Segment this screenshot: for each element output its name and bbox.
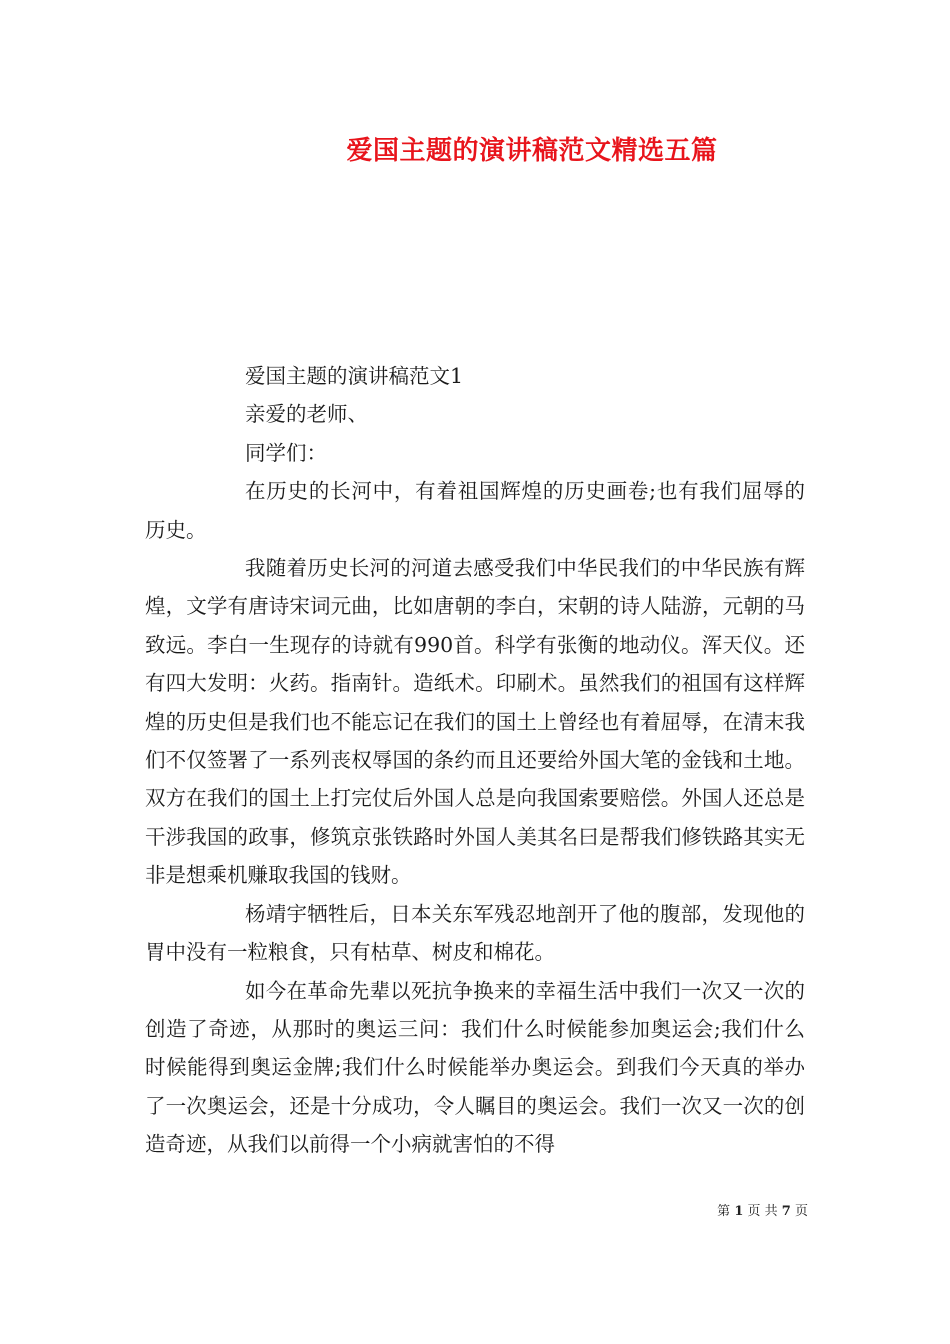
salutation-line-2: 同学们： [245,440,327,465]
footer-prefix: 第 [717,1204,731,1219]
document-body [145,357,805,1164]
footer-current-page: 1 [734,1204,744,1219]
paragraph-4: 如今在革命先辈以死抗争换来的幸福生活中我们一次又一次的创造了奇迹，从那时的奥运三问：我们什么时候能参加奥运会;我们什么时候能得到奥运金牌;我们什么时候能举办奥运会。到我们今天真的举办了一次奥运会，还是十分成功，令人瞩目的奥运会。我们一次又一次的创造奇迹，从我们以前得一个小病就害怕的不得 [145,978,805,1157]
footer-middle: 页 共 [747,1204,778,1219]
paragraph-3: 杨靖宇牺牲后，日本关东军残忍地剖开了他的腹部，发现他的胃中没有一粒粮食，只有枯草、树皮和棉花。 [145,901,805,965]
footer-suffix: 页 [794,1204,808,1219]
section-heading: 爱国主题的演讲稿范文1 [245,364,464,388]
footer-total-pages: 7 [781,1204,791,1219]
paragraph-2: 我随着历史长河的河道去感受我们中华民我们的中华民族有辉煌，文学有唐诗宋词元曲，比如唐朝的李白，宋朝的诗人陆游，元朝的马致远。李白一生现存的诗就有990首。科学有张衡的地动仪。浑天仪。还有四大发明：火药。指南针。造纸术。印刷术。虽然我们的祖国有这样辉煌的历史但是我们也不能忘记在我们的国土上曾经也有着屈辱，在清末我们不仅签署了一系列丧权辱国的条约而且还要给外国大笔的金钱和土地。双方在我们的国土上打完仗后外国人总是向我国索要赔偿。外国人还总是干涉我国的政事，修筑京张铁路时外国人美其名曰是帮我们修铁路其实无非是想乘机赚取我国的钱财。 [145,556,805,888]
salutation-line-1: 亲爱的老师、 [245,402,368,427]
page-number-footer [717,1203,808,1221]
paragraph-1: 在历史的长河中，有着祖国辉煌的历史画卷;也有我们屈辱的历史。 [145,479,805,542]
document-title: 爱国主题的演讲稿范文精选五篇 [346,136,718,166]
